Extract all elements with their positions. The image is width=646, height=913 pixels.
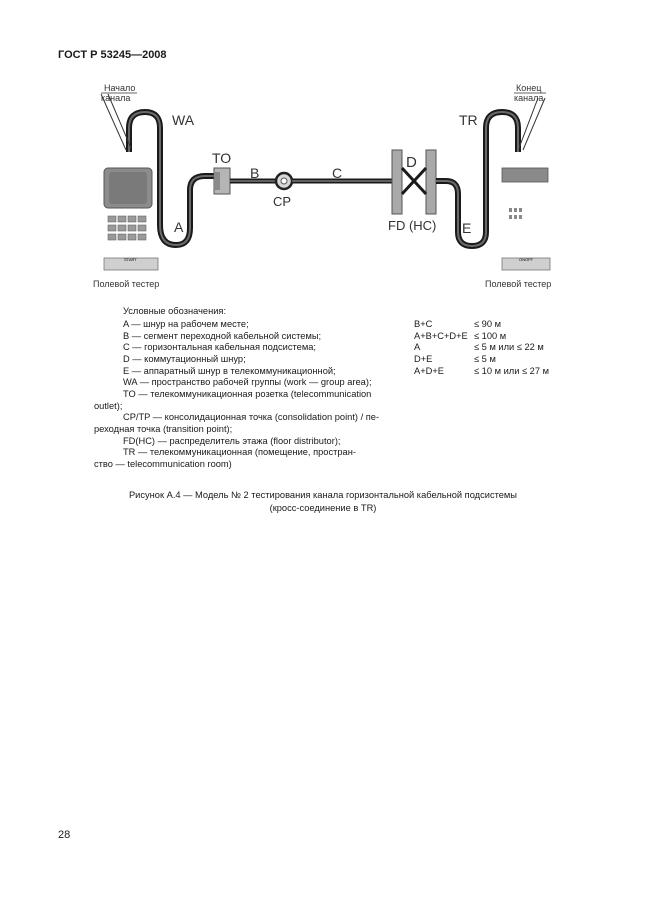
limit-value-a: ≤ 5 м или ≤ 22 м [474,342,544,352]
limit-key-abcde: A+B+C+D+E [414,331,468,341]
tester-left-start-label: START [124,257,137,262]
tester-left-keypad [108,216,146,240]
label-e: E [462,220,472,236]
tester-right-label: Полевой тестер [485,279,552,289]
label-c: C [332,165,343,181]
legend-line-tr: TR — телекоммуникационная (помещение, простран- [123,447,356,457]
legend-line-wa: WA — пространство рабочей группы (work — group area); [123,377,372,387]
label-a: A [174,219,184,235]
caption-line-2: (кросс-соединение в TR) [269,502,377,513]
label-d: D [406,154,417,171]
legend-line-to-cont: outlet); [94,401,123,411]
label-to: TO [212,150,232,166]
end-label-line1: Конец [516,83,542,93]
fd-panel-left [392,150,402,214]
tester-left-label: Полевой тестер [93,279,160,289]
caption-line-1: Рисунок А.4 — Модель № 2 тестирования канала горизонтальной кабельной подсистемы [128,490,517,500]
document-header: ГОСТ Р 53245—2008 [58,49,167,61]
tester-left-screen-inner [109,172,147,204]
legend-line-e: E — аппаратный шнур в телекоммуникационной; [123,366,336,376]
start-label-line1: Начало [104,83,136,93]
limit-value-de: ≤ 5 м [474,354,496,364]
start-label-line2: канала [101,93,131,103]
limit-value-ade: ≤ 10 м или ≤ 27 м [474,366,549,376]
limit-value-abcde: ≤ 100 м [474,331,507,341]
label-fd: FD (HC) [388,218,437,233]
label-cp: CP [273,194,292,209]
tester-right-display [502,168,548,182]
tester-right-buttons [509,208,522,219]
legend-line-fd: FD(HC) — распределитель этажа (floor distributor); [123,436,341,446]
limit-key-a: A [414,342,421,352]
label-tr: TR [459,112,478,128]
figure-caption [0,489,646,514]
legend-line-c: C — горизонтальная кабельная подсистема; [123,342,316,352]
legend-line-tr-cont: ство — telecommunication room) [94,459,232,469]
legend-line-b: B — сегмент переходной кабельной системы; [123,331,322,341]
page-number: 28 [58,829,71,841]
legend-line-d: D — коммутационный шнур; [123,354,246,364]
legend-line-to: TO — телекоммуникационная розетка (telecommunication [123,389,372,399]
legend-line-cp-cont: реходная точка (transition point); [94,424,233,434]
limit-key-ade: A+D+E [414,366,444,376]
fd-panel-right [426,150,436,214]
label-wa: WA [172,112,195,128]
end-arrow-2 [519,98,538,148]
tester-right-onoff-label: ONOFF [519,257,533,262]
legend-line-cp: CP/TP — консолидационная точка (consolidation point) / пе- [123,412,380,422]
limit-key-de: D+E [414,354,433,364]
limit-key-bc: B+C [414,319,433,329]
legend-title: Условные обозначения: [123,306,227,316]
end-label-line2: канала [514,93,544,103]
legend-line-a: A — шнур на рабочем месте; [123,319,249,329]
end-arrow [523,98,545,150]
channel-diagram [0,0,646,300]
label-b: B [250,165,260,181]
limit-value-bc: ≤ 90 м [474,319,502,329]
